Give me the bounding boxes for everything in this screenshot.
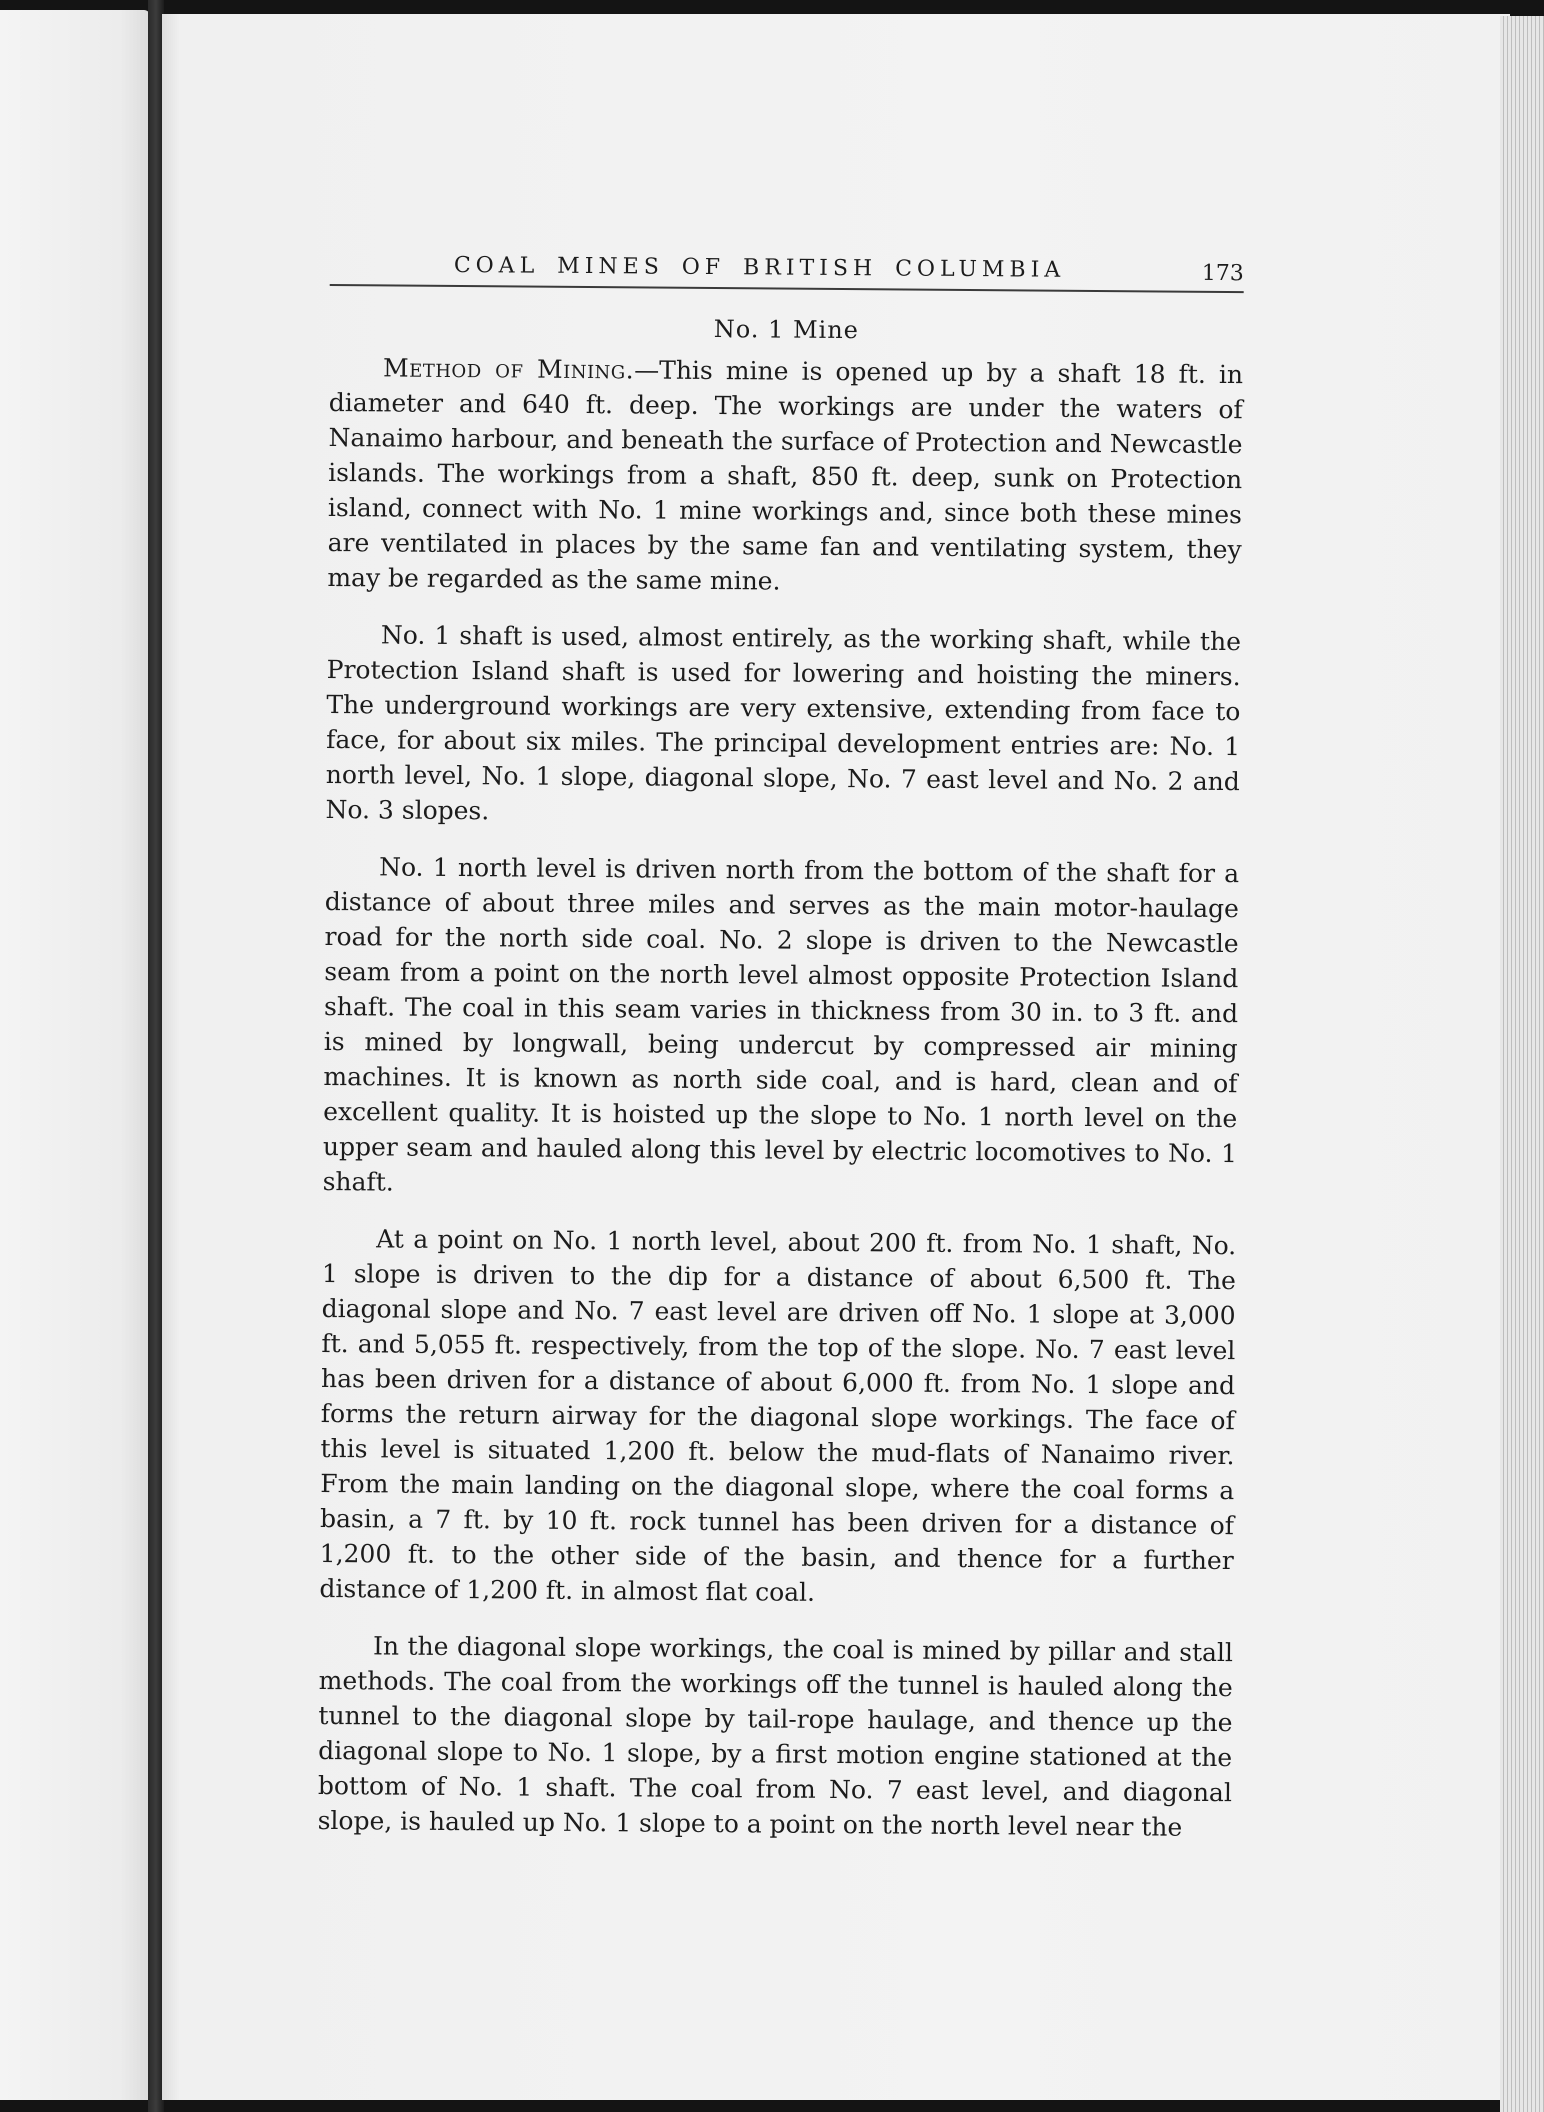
section-title: No. 1 Mine	[713, 315, 860, 345]
paragraph-north-level: No. 1 north level is driven north from the bottom of the shaft for a distance of about three miles and serves as the main motor-haulage road for the north side coal. No. 2 slope is driven to the Newcastle seam from a point on the north level almost opposite Protection Island shaft. The coal in this seam varies in thickness from 30 in. to 3 ft. and is mined by longwall, being undercut by compressed air mining machines. It is known as north side coal, and is hard, clean and of excellent quality. It is hoisted up the slope to No. 1 north level on the upper seam and hauled along this level by electric locomotives to No. 1 shaft.	[322, 852, 1240, 1197]
paragraph-text: —This mine is opened up by a shaft 18 ft. in diameter and 640 ft. deep. The workings are under the waters of Nanaimo harbour, and beneath the surface of Protection and Newcastle islands. The workings from a shaft, 850 ft. deep, sunk on Protection island, connect with No. 1 mine workings and, since both these mines are ventilated in places by the same fan and ventilating system, they may be regarded as the same mine.	[327, 355, 1244, 596]
paragraph-shaft-usage: No. 1 shaft is used, almost entirely, as the working shaft, while the Protection Island shaft is used for lowering and hoisting the miners. The underground workings are very extensive, extending from face to face, for about six miles. The principal development entries are: No. 1 north level, No. 1 slope, diagonal slope, No. 7 east level and No. 2 and No. 3 slopes.	[325, 620, 1242, 826]
paragraph-method-of-mining	[327, 350, 1243, 602]
page-number: 173	[1201, 260, 1244, 287]
paragraph-diagonal-slope-workings: In the diagonal slope workings, the coal is mined by pillar and stall methods. The coal from the workings off the tunnel is hauled along the tunnel to the diagonal slope by tail-rope haulage, and thence up the diagonal slope to No. 1 slope, by a first motion engine stationed at the bottom of No. 1 shaft. The coal from No. 7 east level, and diagonal slope, is hauled up No. 1 slope to a point on the north level near the	[317, 1631, 1234, 1842]
running-title: COAL MINES OF BRITISH COLUMBIA	[453, 252, 1066, 283]
paragraph-lead-in: Method of Mining.	[382, 353, 635, 385]
page-content	[317, 248, 1244, 1867]
running-head	[330, 248, 1244, 293]
page-stack-edge	[1500, 16, 1544, 2112]
facing-page-edge	[0, 10, 150, 2100]
paragraph-no1-slope: At a point on No. 1 north level, about 200 ft. from No. 1 shaft, No. 1 slope is driven to the dip for a distance of about 6,500 ft. The diagonal slope and No. 7 east level are driven off No. 1 slope at 3,000 ft. and 5,055 ft. respectively, from the top of the slope. No. 7 east level has been driven for a distance of about 6,000 ft. from No. 1 slope and forms the return airway for the diagonal slope workings. The face of this level is situated 1,200 ft. below the mud-flats of Nanaimo river. From the main landing on the diagonal slope, where the coal forms a basin, a 7 ft. by 10 ft. rock tunnel has been driven for a distance of 1,200 ft. to the other side of the basin, and thence for a further distance of 1,200 ft. in almost flat coal.	[319, 1224, 1237, 1607]
